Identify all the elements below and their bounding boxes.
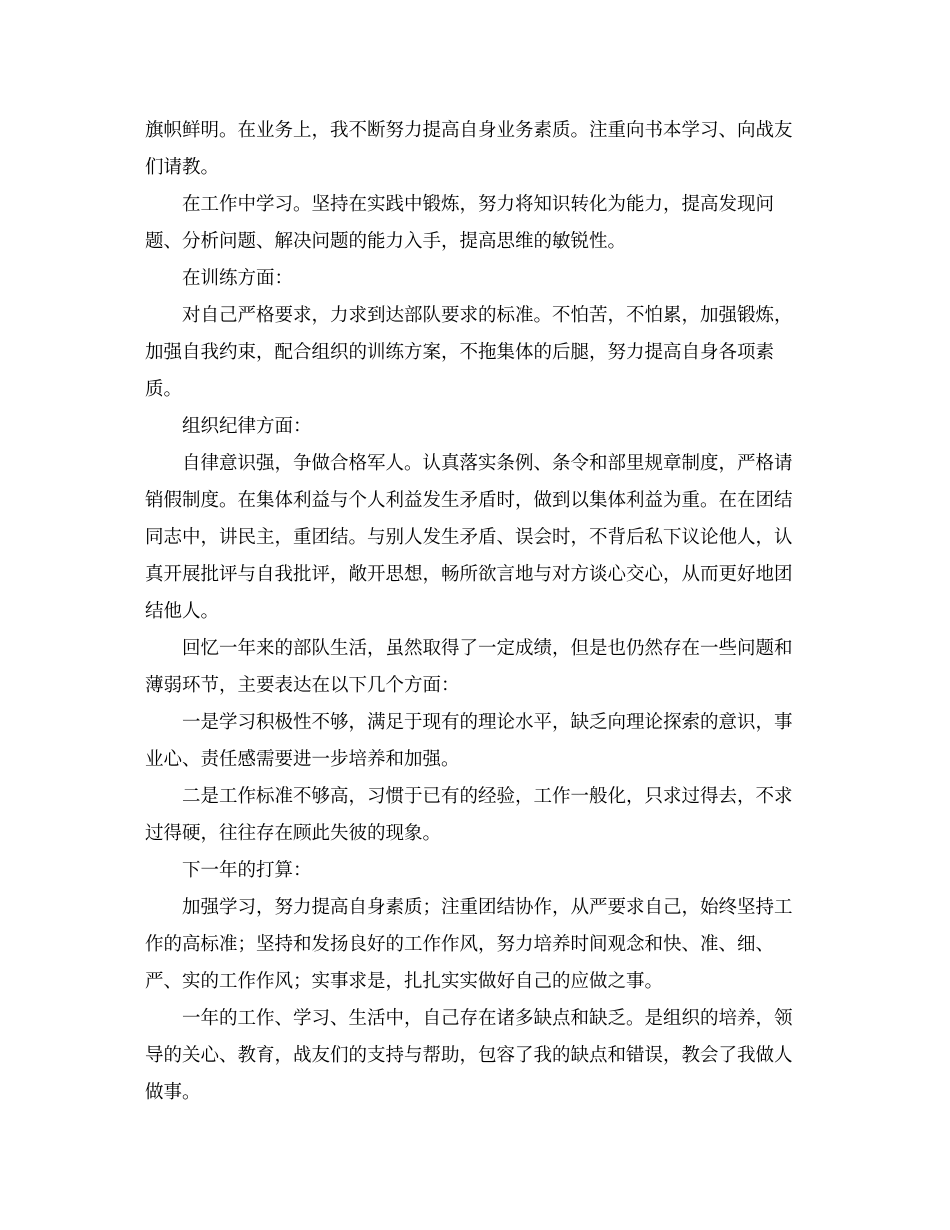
paragraph-1: 旗帜鲜明。在业务上，我不断努力提高自身业务素质。注重向书本学习、向战友们请教。 (145, 120, 793, 178)
section-heading-training: 在训练方面： (182, 268, 294, 289)
paragraph-plan: 加强学习，努力提高自身素质；注重团结协作，从严要求自己，始终坚持工作的高标准；坚持和发扬良好的工作作风，努力培养时间观念和快、准、细、严、实的工作作风；实事求是，扎扎实实做好自己的应做之事。 (145, 897, 793, 992)
paragraph-training: 对自己严格要求，力求到达部队要求的标准。不怕苦，不怕累，加强锻炼，加强自我约束，配合组织的训练方案，不拖集体的后腿，努力提高自身各项素质。 (145, 305, 793, 400)
paragraph-review: 回忆一年来的部队生活，虽然取得了一定成绩，但是也仍然存在一些问题和薄弱环节，主要表达在以下几个方面： (145, 638, 793, 696)
paragraph-issue-2: 二是工作标准不够高，习惯于已有的经验，工作一般化，只求过得去，不求过得硬，往往存在顾此失彼的现象。 (145, 786, 793, 844)
document-body (145, 112, 805, 1111)
paragraph-2: 在工作中学习。坚持在实践中锻炼，努力将知识转化为能力，提高发现问题、分析问题、解决问题的能力入手，提高思维的敏锐性。 (145, 194, 775, 252)
paragraph-discipline: 自律意识强，争做合格军人。认真落实条例、条令和部里规章制度，严格请销假制度。在集体利益与个人利益发生矛盾时，做到以集体利益为重。在在团结同志中，讲民主，重团结。与别人发生矛盾、误会时，不背后私下议论他人，认真开展批评与自我批评，敞开思想，畅所欲言地与对方谈心交心，从而更好地团结他人。 (145, 453, 793, 622)
paragraph-conclusion: 一年的工作、学习、生活中，自己存在诸多缺点和缺乏。是组织的培养，领导的关心、教育，战友们的支持与帮助，包容了我的缺点和错误，教会了我做人做事。 (145, 1008, 793, 1103)
section-heading-plan: 下一年的打算： (182, 860, 312, 881)
paragraph-issue-1: 一是学习积极性不够，满足于现有的理论水平，缺乏向理论探索的意识，事业心、责任感需要进一步培养和加强。 (145, 712, 793, 770)
section-heading-discipline: 组织纪律方面： (182, 416, 312, 437)
